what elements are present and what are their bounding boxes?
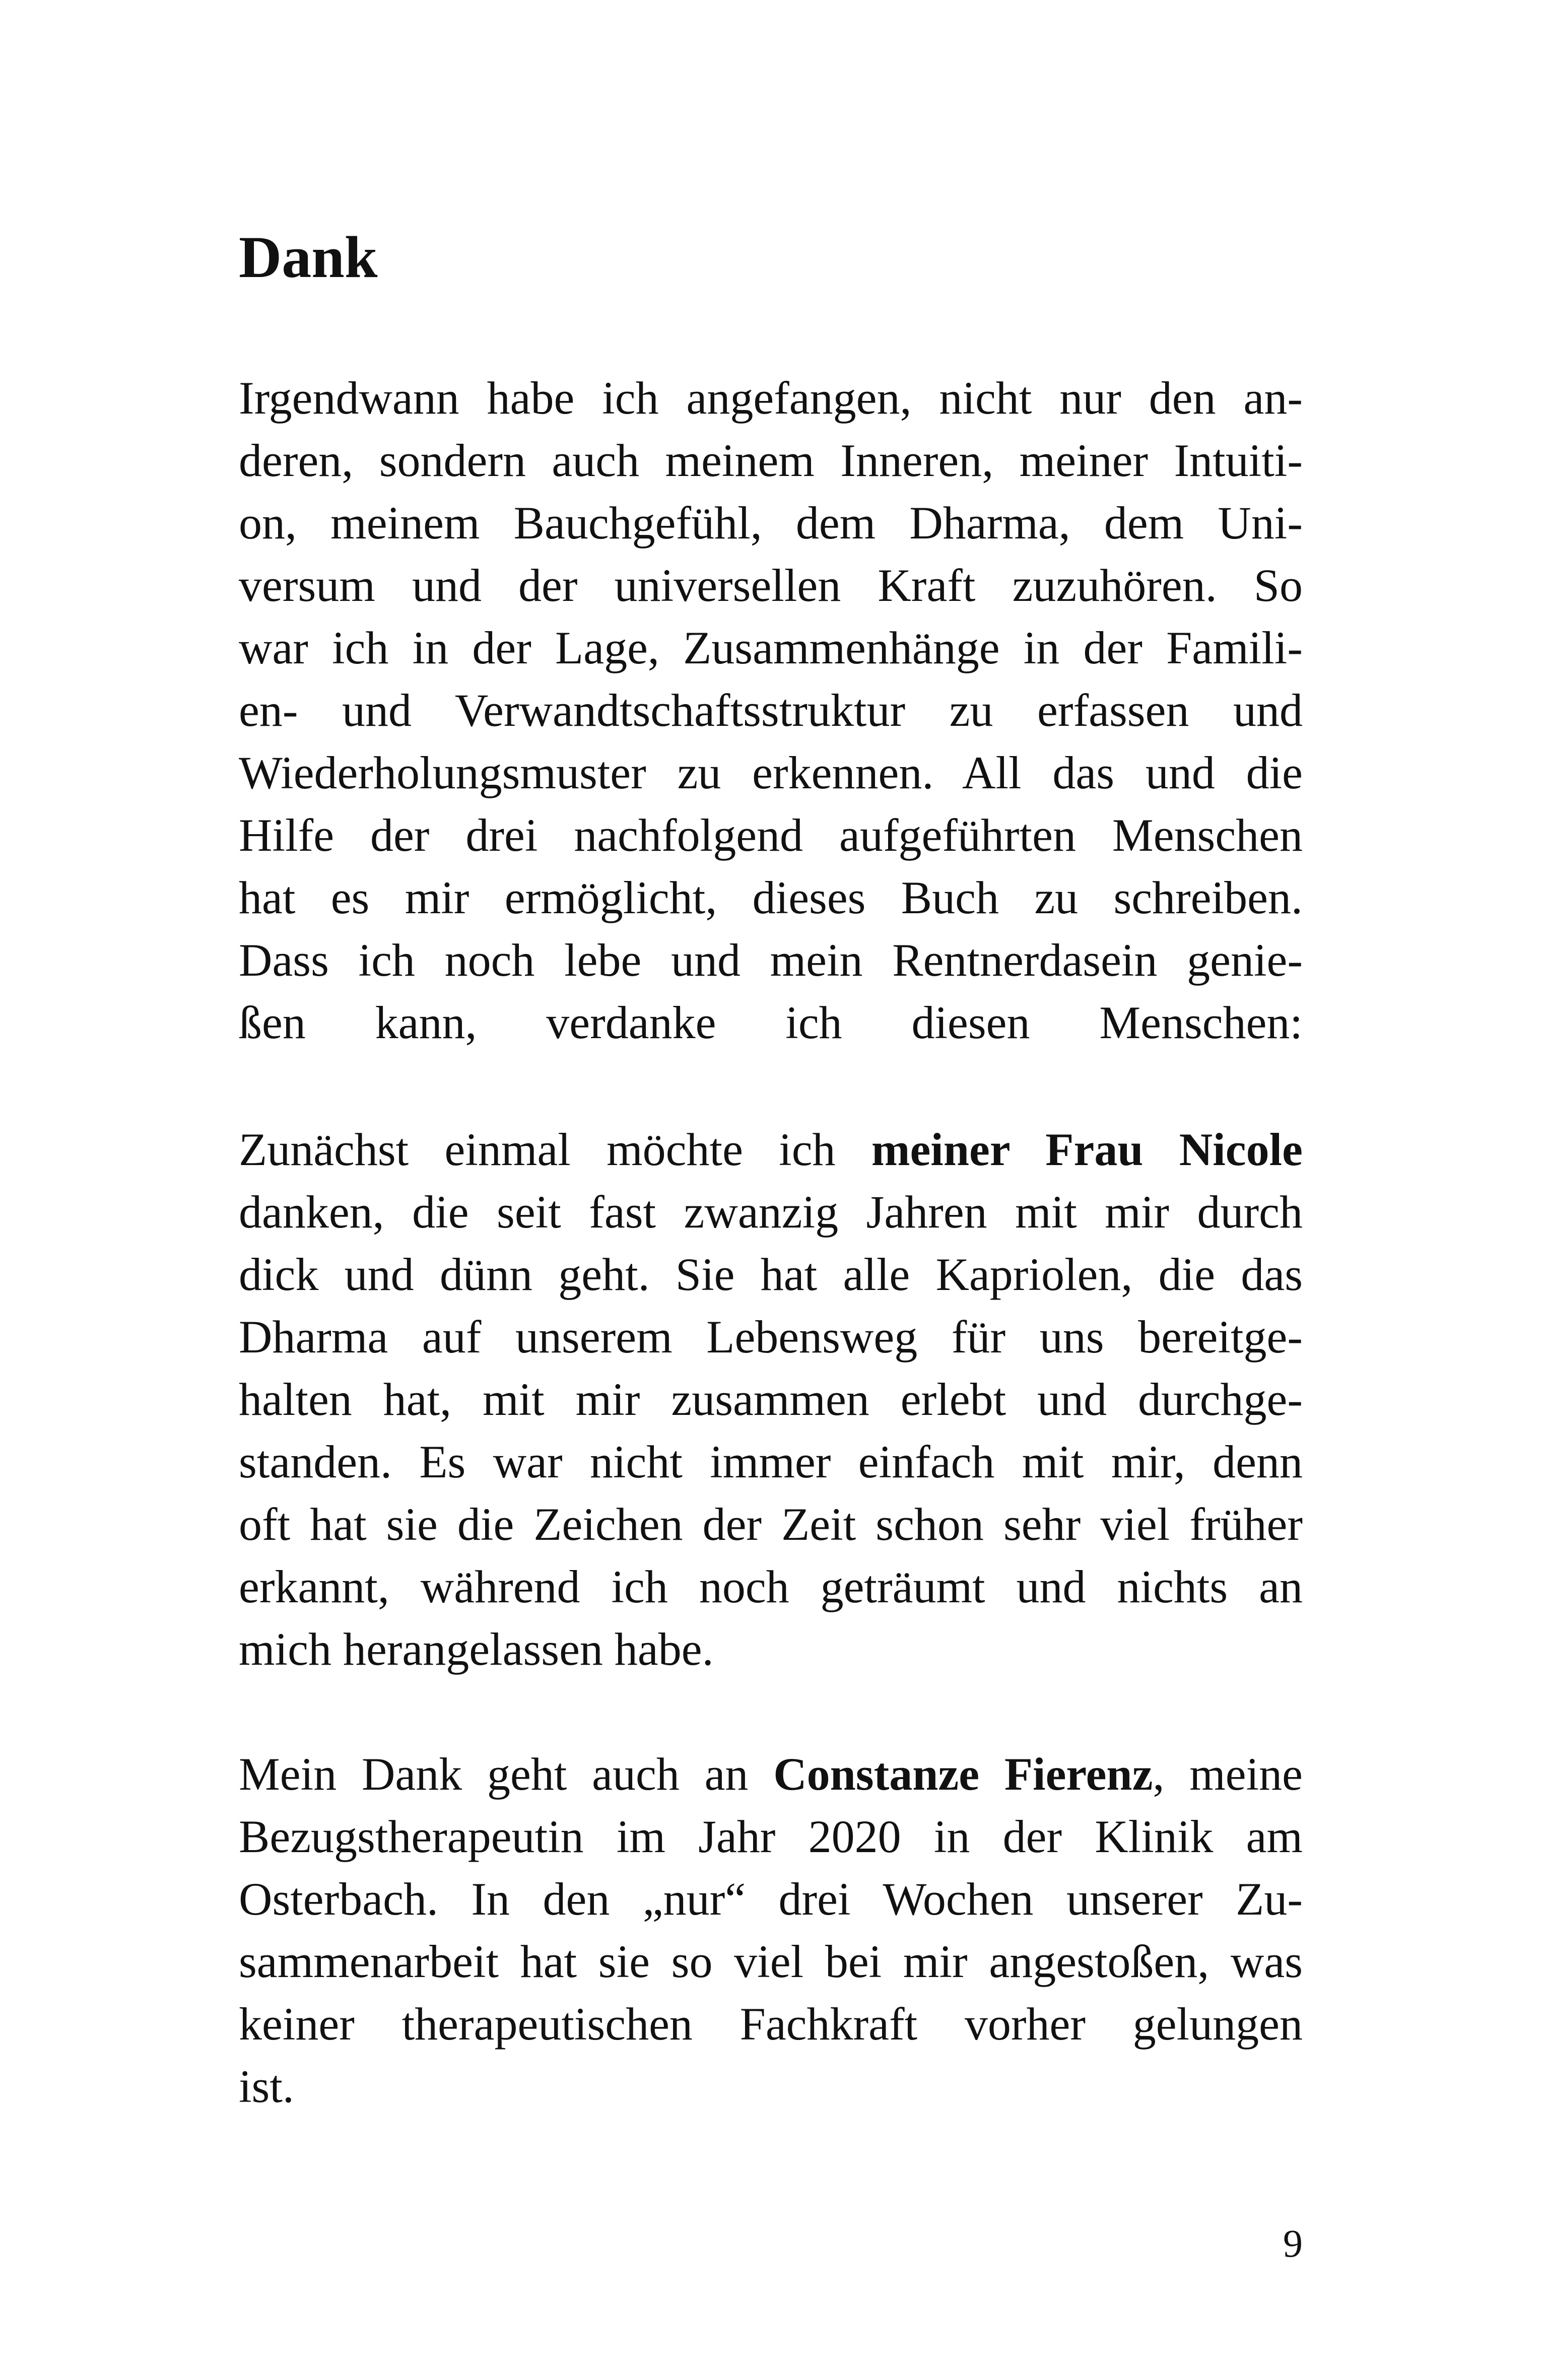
text-line: Osterbach. In den „nur“ drei Wochen unserer Zu- <box>239 1873 1303 1925</box>
text-line: on, meinem Bauchgefühl, dem Dharma, dem Uni- <box>239 497 1303 549</box>
text-line: standen. Es war nicht immer einfach mit mir, denn <box>239 1436 1303 1487</box>
paragraph-thanks-therapist <box>239 1743 1303 2118</box>
chapter-heading: Dank <box>239 224 378 290</box>
text-line: Bezugstherapeutin im Jahr 2020 in der Klinik am <box>239 1811 1303 1862</box>
text-line: ist. <box>239 2061 294 2112</box>
text-line: en- und Verwandtschaftsstruktur zu erfassen und <box>239 685 1303 736</box>
text-line: hat es mir ermöglicht, dieses Buch zu schreiben. <box>239 872 1303 923</box>
text-line: Dharma auf unserem Lebensweg für uns bereitge- <box>239 1311 1303 1363</box>
paragraph-thanks-wife <box>239 1118 1303 1680</box>
text-run: Mein Dank geht auch an <box>239 1748 774 1800</box>
text-line: oft hat sie die Zeichen der Zeit schon sehr viel früher <box>239 1499 1303 1550</box>
text-line: ßen kann, verdanke ich diesen Menschen: <box>239 997 1303 1048</box>
text-line: deren, sondern auch meinem Inneren, meiner Intuiti- <box>239 435 1303 486</box>
text-line: mich herangelassen habe. <box>239 1623 714 1675</box>
bold-name: Constanze Fierenz <box>773 1748 1153 1800</box>
text-line <box>239 1743 1303 1805</box>
text-line: erkannt, während ich noch geträumt und nichts an <box>239 1561 1303 1612</box>
bold-name: meiner Frau Nicole <box>871 1124 1303 1175</box>
text-line: halten hat, mit mir zusammen erlebt und durchge- <box>239 1374 1303 1425</box>
text-line: keiner therapeutischen Fachkraft vorher gelungen <box>239 1998 1303 2050</box>
text-line: Hilfe der drei nachfolgend aufgeführten Menschen <box>239 809 1303 861</box>
text-line: danken, die seit fast zwanzig Jahren mit mir durch <box>239 1186 1303 1238</box>
text-line <box>239 1118 1303 1181</box>
text-line: dick und dünn geht. Sie hat alle Kapriolen, die das <box>239 1249 1303 1300</box>
text-line: Wiederholungsmuster zu erkennen. All das und die <box>239 747 1303 798</box>
text-line: versum und der universellen Kraft zuzuhören. So <box>239 560 1303 611</box>
paragraph-intro <box>239 367 1303 1054</box>
text-line: sammenarbeit hat sie so viel bei mir angestoßen, was <box>239 1936 1303 1987</box>
text-line: Dass ich noch lebe und mein Rentnerdasein genie- <box>239 934 1303 986</box>
text-run: Zunächst einmal möchte ich <box>239 1124 871 1175</box>
text-line: war ich in der Lage, Zusammenhänge in der Famili- <box>239 622 1303 673</box>
text-line: Irgendwann habe ich angefangen, nicht nur den an- <box>239 372 1303 424</box>
text-run: , meine <box>1153 1748 1303 1800</box>
page-number: 9 <box>1283 2221 1303 2265</box>
